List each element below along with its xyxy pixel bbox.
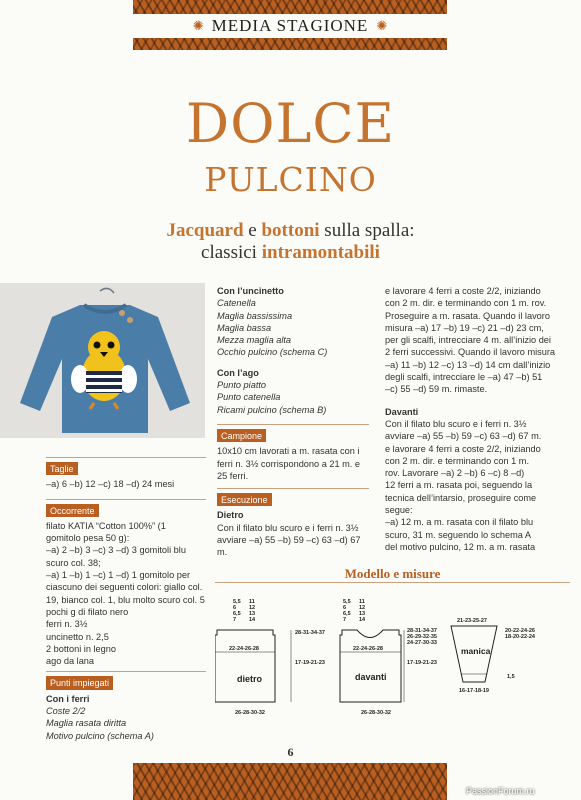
neck-measure: 12 bbox=[249, 605, 256, 611]
page-number: 6 bbox=[287, 745, 294, 759]
subtitle-text: sulla spalla: bbox=[319, 220, 415, 241]
davanti-line: 12 ferri a m. rasata poi, seguendo la bbox=[385, 480, 533, 491]
sleeve-top-measure: 21-23-25-27 bbox=[457, 618, 487, 624]
neck-measure: 12 bbox=[359, 605, 366, 611]
manica-label: manica bbox=[461, 646, 491, 656]
occorrente-line: gomitolo pesa 50 g): bbox=[46, 533, 130, 544]
dietro-cont-line: Proseguire a m. rasata. Quando il lavoro bbox=[385, 310, 550, 321]
taglie-text: –a) 6 –b) 12 –c) 18 –d) 24 mesi bbox=[46, 479, 175, 490]
subtitle-text: e bbox=[243, 220, 262, 241]
dietro-cont-line: misura –a) 17 –b) 19 –c) 21 –d) 23 cm, bbox=[385, 322, 544, 333]
uncinetto-line: Mezza maglia alta bbox=[217, 335, 292, 346]
watermark: PassionForum.ru bbox=[466, 786, 535, 796]
con-ferri-heading: Con i ferri bbox=[46, 693, 90, 704]
campione-line: ferri n. 3½ corrispondono a 21 m. e bbox=[217, 458, 360, 469]
footer-pattern-band bbox=[133, 763, 447, 800]
davanti-label: davanti bbox=[355, 672, 387, 682]
dietro-cont-line: 2 ferri successivi. Quando il lavoro misura bbox=[385, 347, 556, 358]
armhole-measure: 17-19-21-23 bbox=[295, 660, 325, 666]
page-title-line1: DOLCE bbox=[185, 92, 396, 155]
occorrente-line: –a) 2 –b) 3 –c) 3 –d) 3 gomitoli blu bbox=[46, 545, 186, 556]
section-header-label: MEDIA STAGIONE bbox=[211, 16, 369, 35]
bottom-measure: 26-28-30-32 bbox=[235, 710, 265, 716]
flower-ornament-icon: ✺ bbox=[376, 18, 388, 33]
occorrente-line: ago da lana bbox=[46, 656, 95, 667]
dietro-heading: Dietro bbox=[217, 510, 244, 521]
neck-measure: 14 bbox=[249, 617, 256, 623]
campione-line: 25 ferri. bbox=[217, 470, 249, 481]
occorrente-line: filato KATIA “Cotton 100%” (1 bbox=[46, 520, 166, 531]
campione-tag: Campione bbox=[217, 429, 266, 442]
punti-tag: Punti impiegati bbox=[46, 676, 113, 689]
campione-line: 10x10 cm lavorati a m. rasata con i bbox=[217, 446, 360, 457]
pattern-schematic bbox=[215, 590, 575, 720]
ago-line: Ricami pulcino (schema B) bbox=[217, 404, 327, 415]
davanti-line: rov. Lavorare –a) 2 –b) 6 –c) 8 –d) bbox=[385, 468, 525, 479]
uncinetto-line: Maglia bassa bbox=[217, 322, 272, 333]
occorrente-line: scuro col. 38; bbox=[46, 557, 101, 568]
divider bbox=[46, 499, 206, 500]
neck-measure: 7 bbox=[233, 617, 237, 623]
divider bbox=[46, 457, 206, 458]
occorrente-line: ferri n. 3½ bbox=[46, 619, 88, 630]
neck-measure: 5,5 bbox=[233, 599, 241, 605]
sleeve-bottom-measure: 16-17-18-19 bbox=[459, 688, 489, 694]
uncinetto-line: Maglia bassissima bbox=[217, 310, 293, 321]
page-title-line2: PULCINO bbox=[204, 160, 377, 199]
manica-piece bbox=[451, 618, 536, 694]
height-measure: 28-31-34-37 bbox=[407, 628, 437, 634]
subtitle bbox=[0, 220, 581, 264]
chest-measure: 22-24-26-28 bbox=[353, 646, 383, 652]
davanti-line: segue: bbox=[385, 505, 413, 516]
punto-line: Maglia rasata diritta bbox=[46, 718, 127, 729]
subtitle-highlight: bottoni bbox=[261, 220, 320, 241]
occorrente-line: –a) 1 –b) 1 –c) 1 –d) 1 gomitolo per bbox=[46, 570, 191, 581]
occorrente-tag: Occorrente bbox=[46, 504, 99, 517]
punto-line: Coste 2/2 bbox=[46, 706, 86, 717]
uncinetto-line: Catenella bbox=[217, 298, 256, 309]
neck-measure: 6,5 bbox=[343, 611, 351, 617]
height-measure: 24-27-30-33 bbox=[407, 640, 437, 646]
davanti-line: del motivo pulcino, 12 m. a m. rasata bbox=[385, 541, 536, 552]
neck-measure: 6 bbox=[343, 605, 347, 611]
punto-line: Motivo pulcino (schema A) bbox=[46, 730, 154, 741]
davanti-line: con 2 m. dir. e terminando con 1 m. bbox=[385, 455, 530, 466]
ago-heading: Con l’ago bbox=[217, 367, 259, 378]
dietro-line: avviare –a) 55 –b) 59 –c) 63 –d) 67 m. bbox=[217, 535, 361, 558]
right-column bbox=[385, 285, 571, 553]
height-measure: 28-31-34-37 bbox=[295, 630, 325, 636]
left-column bbox=[46, 457, 206, 742]
modello-title: Modello e misure bbox=[344, 566, 441, 581]
occorrente-line: uncinetto n. 2,5 bbox=[46, 631, 109, 642]
ago-line: Punto piatto bbox=[217, 380, 267, 391]
davanti-line: tecnica dell’intarsio, proseguire come bbox=[385, 492, 537, 503]
davanti-line: avviare –a) 55 –b) 59 –c) 63 –d) 67 m. bbox=[385, 431, 542, 442]
neck-measure: 6 bbox=[233, 605, 237, 611]
occorrente-line: 2 bottoni in legno bbox=[46, 643, 116, 654]
occorrente-line: 19, bianco col. 1, blu molto scuro col. 5 bbox=[46, 594, 205, 605]
subtitle-highlight: intramontabili bbox=[261, 242, 380, 263]
neck-measure: 13 bbox=[249, 611, 256, 617]
section-header bbox=[133, 14, 447, 38]
neck-measure: 11 bbox=[249, 599, 255, 605]
davanti-line: Con il filato blu scuro e i ferri n. 3½ bbox=[385, 418, 527, 429]
neck-measure: 13 bbox=[359, 611, 366, 617]
ago-line: Punto catenella bbox=[217, 392, 281, 403]
subtitle-highlight: Jacquard bbox=[166, 220, 244, 241]
neck-measure: 11 bbox=[359, 599, 365, 605]
flower-ornament-icon: ✺ bbox=[192, 18, 204, 33]
subtitle-text: classici bbox=[201, 242, 262, 263]
dietro-line: Con il filato blu scuro e i ferri n. 3½ bbox=[217, 522, 359, 533]
dietro-cont-line: –a) 11 –b) 12 –c) 13 –d) 14 cm dall’inizio bbox=[385, 359, 551, 370]
davanti-piece bbox=[340, 599, 437, 716]
davanti-line: scuro, 31 m. seguendo lo schema A bbox=[385, 529, 532, 540]
davanti-heading: Davanti bbox=[385, 406, 419, 417]
taglie-tag: Taglie bbox=[46, 462, 78, 475]
dietro-cont-line: per gli scalfi, intrecciare 4 m. all’inizio dei bbox=[385, 335, 551, 346]
dietro-cont-line: degli scalfi, intrecciare le –a) 47 –b) 51 bbox=[385, 372, 543, 383]
neck-measure: 5,5 bbox=[343, 599, 351, 605]
sleeve-cuff-measure: 1,5 bbox=[507, 674, 515, 680]
occorrente-line: ciascuno dei seguenti colori: giallo col. bbox=[46, 582, 203, 593]
neck-measure: 14 bbox=[359, 617, 366, 623]
dietro-cont-line: e lavorare 4 ferri a coste 2/2, iniziando bbox=[385, 286, 541, 296]
divider bbox=[215, 582, 570, 583]
occorrente-line: pochi g di filato nero bbox=[46, 606, 129, 617]
dietro-cont-line: con 2 m. dir. e terminando con 1 m. rov. bbox=[385, 298, 547, 309]
davanti-line: –a) 12 m. a m. rasata con il filato blu bbox=[385, 517, 534, 528]
middle-column bbox=[217, 285, 369, 559]
divider bbox=[217, 488, 369, 489]
armhole-measure: 17-19-21-23 bbox=[407, 660, 437, 666]
sleeve-side-measure: 20-22-24-26 bbox=[505, 628, 535, 634]
divider bbox=[217, 424, 369, 425]
neck-measure: 7 bbox=[343, 617, 347, 623]
chest-measure: 22-24-26-28 bbox=[229, 646, 259, 652]
sleeve-side-measure: 18-20-22-24 bbox=[505, 634, 535, 640]
dietro-label: dietro bbox=[237, 674, 263, 684]
uncinetto-line: Occhio pulcino (schema C) bbox=[217, 347, 328, 358]
dietro-cont-line: –c) 55 –d) 59 m. rimaste. bbox=[385, 384, 488, 395]
divider bbox=[46, 671, 206, 672]
davanti-line: e lavorare 4 ferri a coste 2/2, iniziando bbox=[385, 443, 541, 454]
bottom-measure: 26-28-30-32 bbox=[361, 710, 391, 716]
height-measure: 26-29-32-35 bbox=[407, 634, 437, 640]
uncinetto-heading: Con l’uncinetto bbox=[217, 286, 284, 296]
esecuzione-tag: Esecuzione bbox=[217, 493, 272, 506]
sweater-photo bbox=[0, 283, 205, 438]
dietro-piece bbox=[215, 599, 325, 716]
neck-measure: 6,5 bbox=[233, 611, 241, 617]
